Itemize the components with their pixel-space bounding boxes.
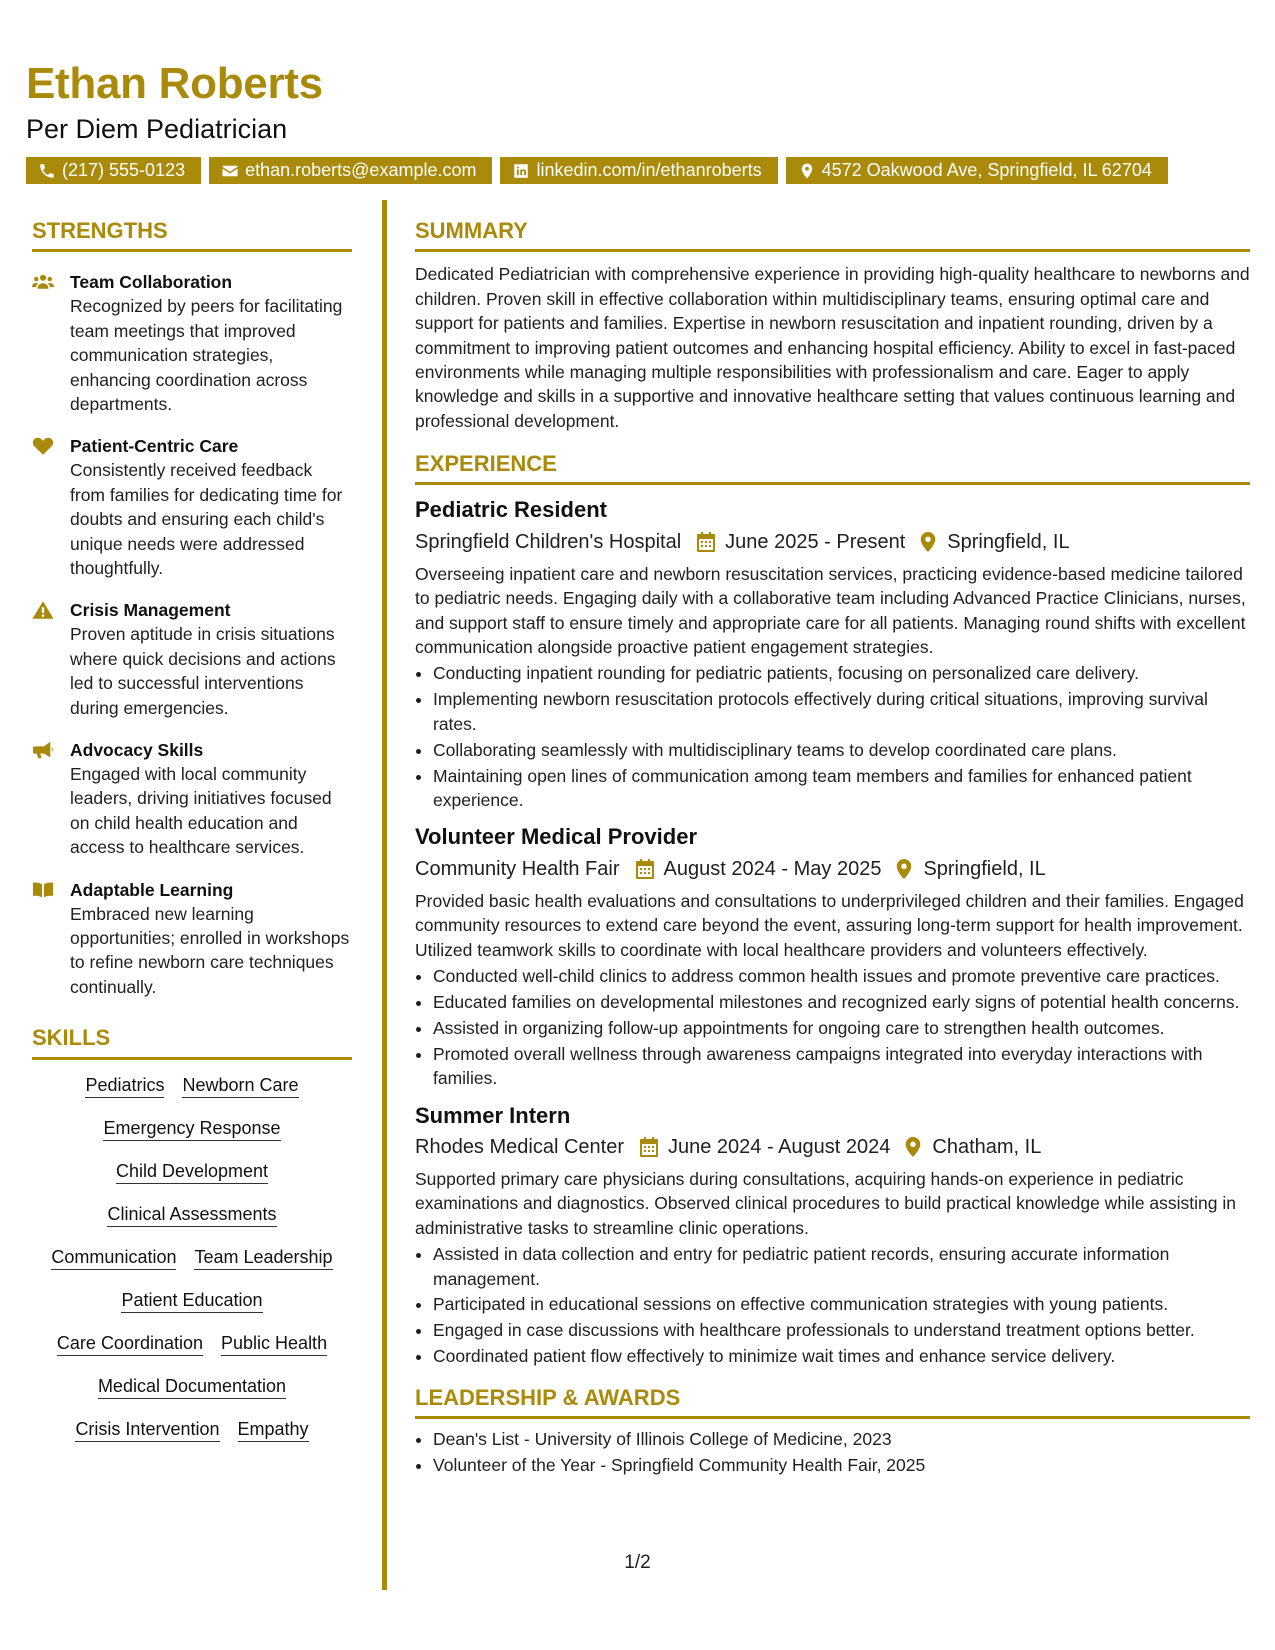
strength-desc: Recognized by peers for facilitating team meetings that improved communication strategies, enhancing coordination across departments. [70,296,343,414]
warning-icon [32,600,54,620]
experience-entry [415,824,1250,1090]
strengths-heading: STRENGTHS [32,218,352,252]
skill-tag: Communication [51,1246,176,1270]
skill-tag: Patient Education [121,1289,262,1313]
skill-tag: Medical Documentation [98,1375,286,1399]
map-pin-icon [919,532,937,552]
skills-heading: SKILLS [32,1025,352,1059]
strength-name: Team Collaboration [70,272,233,293]
position-title: Volunteer Medical Provider [415,824,698,850]
column-divider [382,200,387,1590]
strength-item [32,878,352,1000]
date-range: June 2024 - August 2024 [668,1135,891,1158]
strength-desc: Proven aptitude in crisis situations where quick decisions and actions led to successful interventions during emergencies. [70,624,336,718]
summary-text: Dedicated Pediatrician with comprehensive experience in providing high-quality healthcare to newborns and children. Proven skill in effective collaboration within multidisciplinary teams, ensuring optimal care and support for patients and families. Expertise in newborn resuscitation and inpatient rounding, driven by a commitment to improving patient outcomes and enhancing hospital efficiency. Ability to excel in fast-paced environments while managing multiple responsibilities with professionalism and care. Eager to apply knowledge and skills in a supportive and innovative healthcare setting that values continuous learning and professional development. [415,264,1250,431]
strength-name: Patient-Centric Care [70,436,239,457]
strength-desc: Embraced new learning opportunities; enrolled in workshops to refine newborn care techniques continually. [70,903,350,997]
email-chip[interactable] [209,157,492,184]
linkedin-chip[interactable] [500,157,777,184]
book-icon [32,880,54,900]
strength-item [32,598,352,720]
skill-tag: Care Coordination [57,1332,203,1356]
experience-entry [415,497,1250,812]
linkedin-icon [512,162,530,180]
calendar-icon [697,532,715,552]
skill-tag: Public Health [221,1332,327,1356]
linkedin-text: linkedin.com/in/ethanroberts [536,160,762,181]
map-pin-icon [904,1137,922,1157]
list-item: • Maintaining open lines of communication among team members and families for enhanced patient experience. [433,764,1250,813]
experience-heading: EXPERIENCE [415,451,1250,485]
position-title: Pediatric Resident [415,497,607,523]
skill-tag: Child Development [116,1160,268,1184]
job-location: Springfield, IL [947,530,1070,553]
achievement-list [415,661,1250,812]
skill-tag: Empathy [238,1418,309,1442]
heart-icon [32,436,54,456]
list-item: • Collaborating seamlessly with multidisciplinary teams to develop coordinated care plans. [433,738,1250,762]
summary-heading: SUMMARY [415,218,1250,252]
email-text: ethan.roberts@example.com [245,160,477,181]
strength-desc: Engaged with local community leaders, driving initiatives focused on child health education and access to healthcare services. [70,763,332,858]
date-range: August 2024 - May 2025 [663,857,882,880]
skills-list [32,1074,352,1442]
list-item: • Assisted in organizing follow-up appointments for ongoing care to strengthen health outcomes. [433,1016,1250,1040]
right-column [415,218,1250,1479]
job-description: Provided basic health evaluations and consultations to underprivileged children and their families. Engaged community resources to extend care beyond the event, assuring long-term support for health improvement. Utilized teamwork skills to coordinate with local healthcare providers and volunteers effectively. [415,890,1244,960]
achievement-list [415,1242,1250,1369]
list-item: • Conducted well-child clinics to address common health issues and promote preventive care practices. [433,964,1250,988]
strength-name: Advocacy Skills [70,739,204,760]
candidate-name: Ethan Roberts [26,59,323,108]
skill-tag: Emergency Response [103,1117,280,1141]
address-chip [786,157,1168,184]
skill-tag: Clinical Assessments [107,1203,276,1227]
organization: Community Health Fair [415,857,620,880]
list-item: • Dean's List - University of Illinois College of Medicine, 2023 [433,1427,1250,1451]
position-title: Summer Intern [415,1102,571,1128]
list-item: • Educated families on developmental milestones and recognized early signs of potential health concerns. [433,990,1250,1014]
job-location: Chatham, IL [932,1135,1042,1158]
skill-tag: Team Leadership [194,1246,332,1270]
organization: Rhodes Medical Center [415,1135,624,1158]
resume-header [26,59,1246,184]
job-description: Supported primary care physicians during consultations, acquiring hands-on experience in pediatric examinations and diagnostics. Observed clinical procedures to build practical knowledge while assisting in administrative tasks to streamline clinic operations. [415,1168,1236,1238]
awards-heading: LEADERSHIP & AWARDS [415,1385,1250,1419]
list-item: • Implementing newborn resuscitation protocols effectively during critical situations, improving survival rates. [433,687,1250,736]
strength-name: Adaptable Learning [70,879,234,900]
skill-tag: Newborn Care [182,1074,298,1098]
left-column [32,218,352,1461]
phone-icon [38,162,56,180]
job-description: Overseeing inpatient care and newborn resuscitation services, practicing evidence-based medicine tailored to pediatric needs. Engaging daily with a collaborative team including Advanced Practice Clinicians, nurses, and support staff to ensure timely and appropriate care for all patients. Managing round shifts with excellent communication alongside proactive patient engagement strategies. [415,563,1246,658]
skill-tag: Crisis Intervention [75,1418,219,1442]
achievement-list [415,964,1250,1091]
awards-list [415,1427,1250,1477]
strength-item [32,270,352,416]
list-item: • Volunteer of the Year - Springfield Community Health Fair, 2025 [433,1453,1250,1477]
job-location: Springfield, IL [923,857,1046,880]
strength-item [32,434,352,580]
calendar-icon [640,1137,658,1157]
megaphone-icon [32,740,54,760]
contact-bar [26,157,1246,184]
list-item: • Coordinated patient flow effectively to minimize wait times and enhance service delivery. [433,1344,1250,1368]
phone-text: (217) 555-0123 [62,160,186,181]
job-title: Per Diem Pediatrician [26,114,288,144]
experience-entry [415,1103,1250,1369]
envelope-icon [221,162,239,180]
calendar-icon [636,859,654,879]
phone-chip[interactable] [26,157,201,184]
users-icon [32,272,54,292]
page-number: 1/2 [624,1552,651,1573]
strength-name: Crisis Management [70,600,231,621]
address-text: 4572 Oakwood Ave, Springfield, IL 62704 [821,160,1152,181]
organization: Springfield Children's Hospital [415,530,682,553]
strength-item [32,738,352,860]
strength-desc: Consistently received feedback from families for dedicating time for doubts and ensuring each child's unique needs were addressed thoughtfully. [70,460,343,578]
list-item: • Conducting inpatient rounding for pediatric patients, focusing on personalized care delivery. [433,661,1250,685]
list-item: • Engaged in case discussions with healthcare professionals to understand treatment options better. [433,1318,1250,1342]
map-pin-icon [798,162,816,180]
date-range: June 2025 - Present [725,530,906,553]
list-item: • Assisted in data collection and entry for pediatric patient records, ensuring accurate information management. [433,1242,1250,1291]
skill-tag: Pediatrics [85,1074,164,1098]
list-item: • Participated in educational sessions on effective communication strategies with young patients. [433,1292,1250,1316]
list-item: • Promoted overall wellness through awareness campaigns integrated into everyday interactions with families. [433,1042,1250,1091]
map-pin-icon [895,859,913,879]
